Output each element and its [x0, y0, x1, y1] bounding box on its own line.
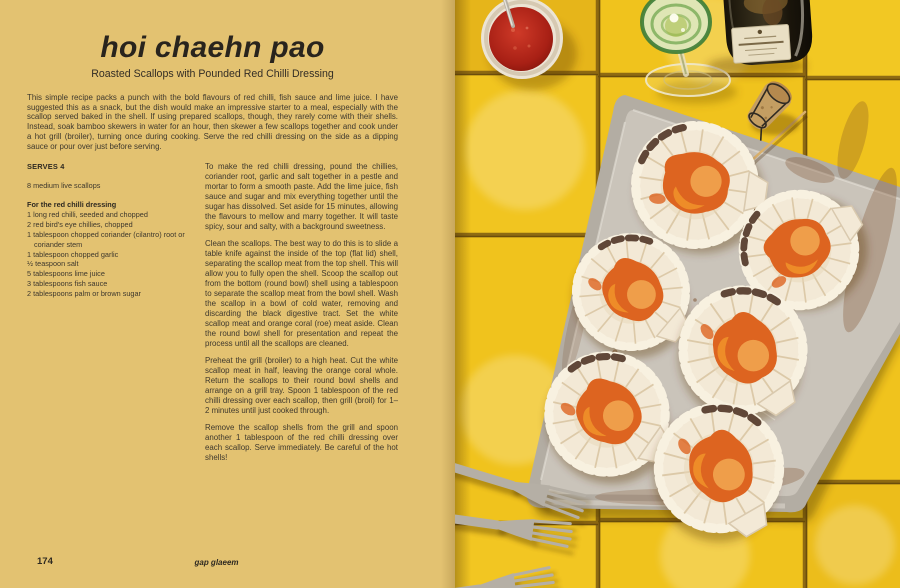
- ingredients-column: [27, 162, 197, 470]
- ingredient-item: 1 tablespoon chopped garlic: [27, 249, 119, 259]
- recipe-content: [0, 31, 455, 470]
- ingredient-item: ½ teaspoon salt: [27, 259, 79, 269]
- bottle-label: [732, 24, 791, 63]
- serves-label: SERVES 4: [27, 162, 65, 172]
- ingredient-item: 1 long red chilli, seeded and chopped: [27, 209, 148, 219]
- ingredient-item: 5 tablespoons lime juice: [27, 269, 105, 279]
- ingredient-list: [27, 210, 197, 299]
- method-step: To make the red chilli dressing, pound the chillies, coriander root, garlic and salt together in a pestle and mortar to form a smooth paste. Add the lime juice, fish sauce and sugar and mix everything together until the sugar has dissolved. Set aside for 15 minutes, allowing the flavours to mellow and marry together. It will taste spicy, sour and salty, with a background sweetness.: [205, 162, 398, 232]
- recipe-photo: [455, 0, 900, 588]
- recipe-columns: [27, 162, 398, 470]
- recipe-subtitle: Roasted Scallops with Pounded Red Chilli Dressing: [91, 68, 334, 80]
- recipe-title: hoi chaehn pao: [100, 31, 325, 64]
- method-step: Remove the scallop shells from the grill and spoon another 1 tablespoon of the red chilli dressing over each scallop. Serve immediately. Be careful of the hot shells!: [205, 423, 398, 463]
- main-ingredient: 8 medium live scallops: [27, 181, 101, 191]
- method-step: Preheat the grill (broiler) to a high heat. Cut the white scallop meat in half, leaving the orange coral whole. Return the scallops to their round bowl shells and arrange on a grill tray. Spoon 1 tablespoon of the red chilli dressing over each scallop, then grill (broil) for 1–2 minutes until just cooked through.: [205, 356, 398, 416]
- ingredient-item: 2 red bird's eye chillies, chopped: [27, 219, 133, 229]
- recipe-intro: This simple recipe packs a punch with the bold flavours of red chilli, fish sauce and lime juice. I have suggested this as a snack, but the dish would make an impressive starter to a meal, especially with the scallop served baked in the shell. If using prepared scallops, though, they rarely come with their shells. Instead, soak bamboo skewers in water for an hour, then skewer a few scallops together and cook under a hot grill (broiler), turning once during cooking. Serve the red chilli dressing on the side as a dipping sauce or pour over just before serving.: [27, 93, 398, 151]
- method-column: [205, 162, 398, 470]
- ingredient-item: 2 tablespoons palm or brown sugar: [27, 289, 141, 299]
- sub-recipe-heading: For the red chilli dressing: [27, 200, 117, 210]
- running-footer: gap glaeem: [194, 558, 239, 567]
- ingredient-item: 1 tablespoon chopped coriander (cilantro) root or coriander stem: [27, 229, 185, 249]
- page-number: 174: [37, 556, 53, 567]
- method-step: Clean the scallops. The best way to do this is to slide a table knife against the inside of the top (flat lid) shell, separating the scallop meat from the top shell. This will allow you to fully open the shell. Scoop the scallop out from the bottom (round bowl) shell using a tablespoon to separate the scallop meat from the bowl shell. Wash the scallop in a bowl of cold water, removing and discarding the black digestive tract. Set the white scallop meat and orange coral (roe) meat aside. Clean the round bowl shell for presentation and repeat the process until all the scallops are cleaned.: [205, 239, 398, 349]
- ingredient-item: 3 tablespoons fish sauce: [27, 279, 108, 289]
